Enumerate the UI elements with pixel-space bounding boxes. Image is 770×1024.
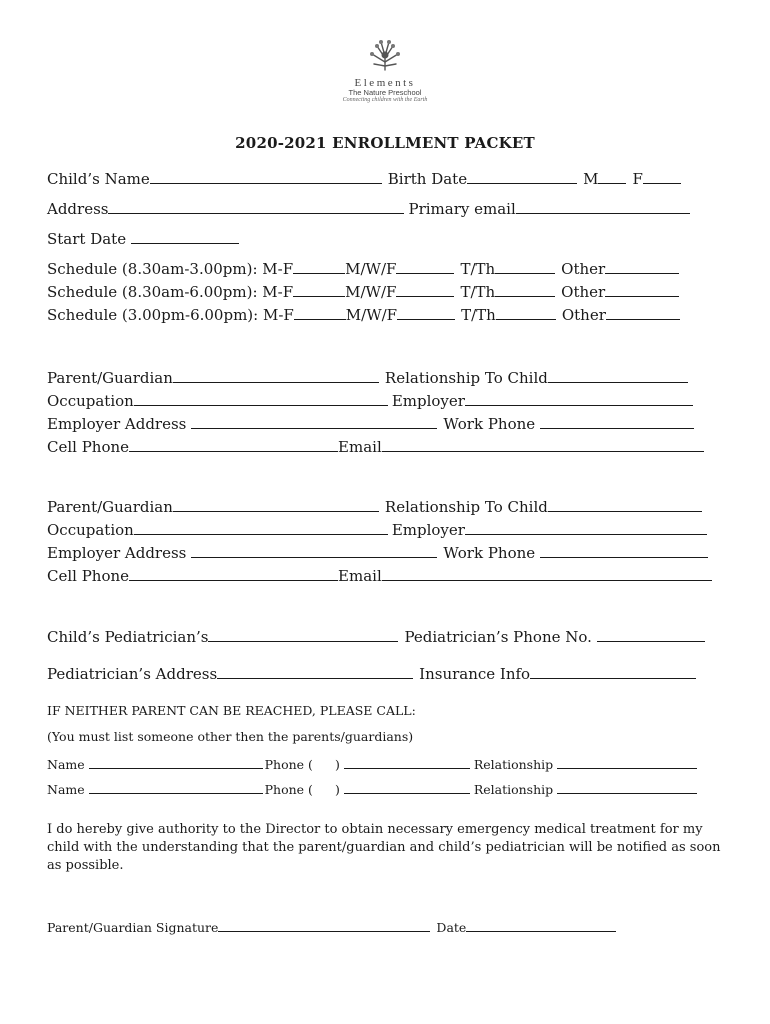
child-name-field[interactable] bbox=[150, 170, 382, 184]
emergency-relationship-label: Relationship bbox=[473, 782, 554, 797]
emergency-phone-label: Phone ( bbox=[264, 757, 313, 772]
birth-date-label: Birth Date bbox=[387, 170, 468, 188]
schedule-other-label: Other bbox=[561, 283, 606, 301]
schedule-tth-field[interactable] bbox=[495, 260, 555, 274]
guardian1-employer-address-row bbox=[47, 415, 694, 433]
schedule-tth-label: T/Th bbox=[460, 283, 496, 301]
emergency-contact-row bbox=[47, 757, 697, 773]
schedule-other-label: Other bbox=[561, 260, 606, 278]
guardian1-cell-row bbox=[47, 438, 704, 456]
occupation-label: Occupation bbox=[47, 521, 134, 539]
sex-f-label: F bbox=[632, 170, 643, 188]
schedule-other-field[interactable] bbox=[606, 306, 680, 320]
insurance-info-field[interactable] bbox=[530, 665, 696, 679]
emergency-heading: IF NEITHER PARENT CAN BE REACHED, PLEASE CALL: bbox=[47, 703, 416, 718]
cell-phone-field[interactable] bbox=[129, 567, 338, 581]
relationship-label: Relationship To Child bbox=[384, 498, 548, 516]
schedule-mf-field[interactable] bbox=[293, 260, 345, 274]
sex-f-field[interactable] bbox=[643, 170, 681, 184]
guardian2-employer-address-row bbox=[47, 544, 708, 562]
pediatrician-address-row bbox=[47, 665, 696, 683]
relationship-field[interactable] bbox=[548, 498, 702, 512]
guardian2-cell-row bbox=[47, 567, 712, 585]
pediatrician-address-field[interactable] bbox=[217, 665, 413, 679]
relationship-label: Relationship To Child bbox=[384, 369, 548, 387]
sex-m-field[interactable] bbox=[598, 170, 626, 184]
email-field[interactable] bbox=[382, 438, 704, 452]
child-name-label: Child’s Name bbox=[47, 170, 150, 188]
emergency-phone-field[interactable] bbox=[344, 782, 470, 794]
schedule-mwf-field[interactable] bbox=[397, 306, 455, 320]
schedule-other-field[interactable] bbox=[605, 260, 679, 274]
employer-address-label: Employer Address bbox=[47, 544, 187, 562]
emergency-note: (You must list someone other then the parents/guardians) bbox=[47, 729, 414, 744]
occupation-field[interactable] bbox=[134, 521, 388, 535]
pediatrician-phone-field[interactable] bbox=[597, 628, 705, 642]
address-row bbox=[47, 200, 690, 218]
birth-date-field[interactable] bbox=[467, 170, 577, 184]
employer-address-field[interactable] bbox=[191, 415, 437, 429]
guardian1-name-row bbox=[47, 369, 688, 387]
schedule-tth-field[interactable] bbox=[496, 306, 556, 320]
schedule-label: Schedule (8.30am-6.00pm): M-F bbox=[47, 283, 294, 301]
date-label: Date bbox=[436, 920, 467, 935]
start-date-label: Start Date bbox=[47, 230, 127, 248]
schedule-tth-label: T/Th bbox=[460, 260, 496, 278]
address-label: Address bbox=[47, 200, 109, 218]
schedule-tth-field[interactable] bbox=[495, 283, 555, 297]
emergency-name-label: Name bbox=[47, 757, 85, 772]
start-date-field[interactable] bbox=[131, 230, 239, 244]
emergency-contact-row bbox=[47, 782, 697, 798]
emergency-phone-close: ) bbox=[334, 782, 340, 797]
logo-tagline: Connecting children with the Earth bbox=[342, 97, 428, 103]
schedule-mf-field[interactable] bbox=[294, 306, 346, 320]
school-logo bbox=[330, 36, 440, 108]
schedule-mwf-label: M/W/F bbox=[345, 260, 397, 278]
schedule-label: Schedule (3.00pm-6.00pm): M-F bbox=[47, 306, 294, 324]
emergency-phone-close: ) bbox=[334, 757, 340, 772]
employer-label: Employer bbox=[391, 521, 465, 539]
signature-field[interactable] bbox=[218, 920, 430, 932]
cell-phone-field[interactable] bbox=[129, 438, 338, 452]
child-name-row bbox=[47, 170, 681, 188]
insurance-info-label: Insurance Info bbox=[419, 665, 531, 683]
work-phone-label: Work Phone bbox=[443, 415, 536, 433]
emergency-name-field[interactable] bbox=[89, 782, 263, 794]
logo-subtitle: The Nature Preschool bbox=[348, 88, 422, 97]
emergency-relationship-field[interactable] bbox=[557, 757, 697, 769]
schedule-mwf-label: M/W/F bbox=[345, 283, 397, 301]
schedule-other-label: Other bbox=[561, 306, 606, 324]
start-date-row bbox=[47, 230, 239, 248]
employer-field[interactable] bbox=[465, 392, 693, 406]
schedule-mwf-field[interactable] bbox=[396, 283, 454, 297]
emergency-relationship-field[interactable] bbox=[557, 782, 697, 794]
pediatrician-phone-label: Pediatrician’s Phone No. bbox=[404, 628, 592, 646]
signature-label: Parent/Guardian Signature bbox=[47, 920, 219, 935]
schedule-other-field[interactable] bbox=[605, 283, 679, 297]
primary-email-label: Primary email bbox=[408, 200, 516, 218]
work-phone-field[interactable] bbox=[540, 544, 708, 558]
signature-row bbox=[47, 920, 616, 936]
schedule-row bbox=[47, 260, 679, 278]
occupation-label: Occupation bbox=[47, 392, 134, 410]
cell-phone-label: Cell Phone bbox=[47, 567, 130, 585]
address-field[interactable] bbox=[108, 200, 404, 214]
pediatrician-field[interactable] bbox=[208, 628, 398, 642]
schedule-mwf-field[interactable] bbox=[396, 260, 454, 274]
logo-brand: Elements bbox=[354, 77, 416, 89]
employer-address-field[interactable] bbox=[191, 544, 437, 558]
parent-guardian-label: Parent/Guardian bbox=[47, 498, 173, 516]
email-field[interactable] bbox=[382, 567, 712, 581]
parent-guardian-field[interactable] bbox=[173, 498, 379, 512]
guardian1-occupation-row bbox=[47, 392, 693, 410]
guardian2-name-row bbox=[47, 498, 702, 516]
employer-label: Employer bbox=[391, 392, 465, 410]
hands-tree-icon bbox=[365, 36, 405, 76]
page-title: 2020-2021 ENROLLMENT PACKET bbox=[235, 134, 535, 152]
email-label: Email bbox=[338, 438, 382, 456]
emergency-relationship-label: Relationship bbox=[473, 757, 554, 772]
cell-phone-label: Cell Phone bbox=[47, 438, 130, 456]
employer-address-label: Employer Address bbox=[47, 415, 187, 433]
email-label: Email bbox=[338, 567, 382, 585]
relationship-field[interactable] bbox=[548, 369, 688, 383]
work-phone-label: Work Phone bbox=[443, 544, 536, 562]
schedule-row bbox=[47, 306, 680, 324]
employer-field[interactable] bbox=[465, 521, 707, 535]
schedule-mwf-label: M/W/F bbox=[345, 306, 398, 324]
parent-guardian-label: Parent/Guardian bbox=[47, 369, 173, 387]
pediatrician-address-label: Pediatrician’s Address bbox=[47, 665, 218, 683]
emergency-name-label: Name bbox=[47, 782, 85, 797]
primary-email-field[interactable] bbox=[516, 200, 690, 214]
emergency-phone-field[interactable] bbox=[344, 757, 470, 769]
sex-m-label: M bbox=[583, 170, 599, 188]
authorization-paragraph: I do hereby give authority to the Director to obtain necessary emergency medical treatment for my child with the understanding that the parent/guardian and child’s pediatrician will be notified as soon as possible. bbox=[47, 822, 721, 873]
work-phone-field[interactable] bbox=[540, 415, 694, 429]
occupation-field[interactable] bbox=[134, 392, 388, 406]
schedule-tth-label: T/Th bbox=[461, 306, 496, 324]
date-field[interactable] bbox=[466, 920, 616, 932]
schedule-row bbox=[47, 283, 679, 301]
emergency-phone-label: Phone ( bbox=[264, 782, 313, 797]
emergency-name-field[interactable] bbox=[89, 757, 263, 769]
pediatrician-label: Child’s Pediatrician’s bbox=[47, 628, 209, 646]
pediatrician-row bbox=[47, 628, 705, 646]
schedule-mf-field[interactable] bbox=[293, 283, 345, 297]
guardian2-occupation-row bbox=[47, 521, 707, 539]
parent-guardian-field[interactable] bbox=[173, 369, 379, 383]
schedule-label: Schedule (8.30am-3.00pm): M-F bbox=[47, 260, 294, 278]
